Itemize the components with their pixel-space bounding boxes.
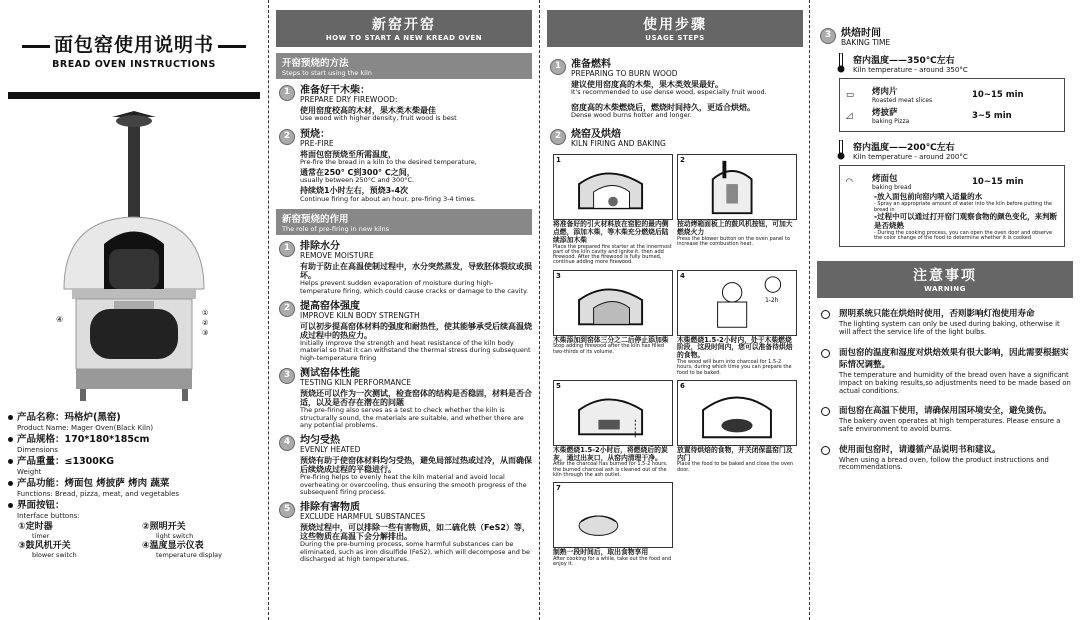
step-fuel: 1 准备燃料 PREPARING TO BURN WOOD 建议使用窑度高的木柴，果木类效果最好。 It's recommended to use dense wood, especially fruit wood. 窑度高的木柴燃烧后，燃烧时间持久，更适合烘焙。 Dense wood burns hotter and longer. bbox=[547, 59, 803, 119]
step-firing: 2 烧窑及烘焙 KILN FIRING AND BAKING bbox=[547, 129, 803, 148]
svg-text:③: ③ bbox=[202, 329, 209, 337]
spec-dimensions: 产品规格：170*180*185cm Dimensions bbox=[8, 435, 260, 454]
thermometer-icon bbox=[837, 140, 845, 160]
firing-grid bbox=[547, 154, 803, 567]
thermometer-icon bbox=[837, 53, 845, 73]
meat-icon: ▭ bbox=[846, 89, 855, 100]
new-kiln-header: 新窑开窑 HOW TO START A NEW KREAD OVEN bbox=[276, 10, 532, 47]
main-subtitle: BREAD OVEN INSTRUCTIONS bbox=[52, 59, 216, 70]
firing-cell: 1 将准备好的引火材料放在窑腔的最内侧点燃，添加木柴，等木柴充分燃烧后陆续添加木柴 Place the prepared fire starter at the innermost part of the kiln cavity and ignite it. then add firewood. After the firewood is fully burned, continue adding more firewood. bbox=[553, 156, 672, 266]
step-prepare-wood: 1 准备好干木柴： PREPARE DRY FIREWOOD: 使用窑度校高的木材，果木类木柴最佳 Use wood with higher density, fruit wood is best bbox=[276, 85, 532, 123]
bake-note: -放入面包前向窑内喷入适量的水 - Spray an appropriate amount of water into the kiln before putting the bread in -过程中可以通过打开窑门观察食物的颜色变化，来判断是否烧熟 - During the cooking process, you can open the oven door and observe the color change of the food to determine whether it is cooked bbox=[874, 192, 1058, 242]
ring-bullet-icon bbox=[821, 349, 830, 358]
bake-200-box bbox=[839, 165, 1065, 247]
button-blower: ③鼓风机开关 blower switch bbox=[18, 540, 77, 559]
spec-weight: 产品重量：≤1300KG Weight bbox=[8, 457, 260, 476]
firing-cell: 3 木柴添加到窑体三分之二后停止添加柴 Stop adding firewood after the kiln has filled two-thirds of its volume. bbox=[553, 270, 673, 376]
bake-pizza: ◿ 烤披萨 baking Pizza 3~5 min bbox=[846, 108, 1012, 126]
spec-name: 产品名称：玛格炉(黑窑) Product Name: Mager Oven(Black Kiln) bbox=[8, 413, 260, 432]
temp-350: 窑内温度——350℃左右 Kiln temperature - around 350°C bbox=[817, 53, 1073, 74]
warning-item: 照明系统只能在烘焙时使用，否则影响灯泡使用寿命 The lighting system can only be used during baking, otherwise it will affect the service life of the light bulbs. bbox=[817, 308, 1073, 336]
left-panel bbox=[0, 0, 268, 620]
firing-cell: 4 1-2h 木柴燃烧1.5-2小时内，处于木柴燃烧阶段，这段时间内，您可以准备待烘焙的食物。 The wood will burn into charcoal for 1.5-2 hours, during which time you can prepare the food to be baked. bbox=[677, 270, 797, 376]
bake-bread: ◠ 烤面包 baking bread 10~15 min bbox=[846, 174, 1024, 192]
button-light: ②照明开关 light switch bbox=[142, 521, 194, 540]
title-bar bbox=[8, 92, 260, 99]
bake-350-box bbox=[839, 78, 1065, 132]
specs-list bbox=[8, 413, 260, 559]
button-temp: ④温度显示仪表 temperature display bbox=[142, 540, 223, 559]
temp-200: 窑内温度——200℃左右 Kiln temperature - around 200°C bbox=[817, 140, 1073, 161]
warning-item: 面包窑的温度和湿度对烘焙效果有很大影响，因此需要根据实际情况调整。 The temperature and humidity of the bread oven have a significant impact on baking results,so adjustments need to be made based on actual conditions. bbox=[817, 347, 1073, 396]
svg-text:②: ② bbox=[202, 319, 209, 327]
svg-text:①: ① bbox=[202, 309, 209, 317]
spec-functions: 产品功能：烤面包 烤披萨 烤肉 蔬菜 Functions: Bread, pizza, meat, and vegetables bbox=[8, 479, 260, 498]
firing-cell: 2 按动烤箱面板上的鼓风机按钮，可加大燃烧火力 Press the blower button on the oven panel to increase the combustion heat. bbox=[677, 154, 797, 265]
button-timer: ①定时器 timer bbox=[18, 521, 53, 540]
firing-cell: 5 木柴燃烧1.5-2小时后，将燃烧后的炭灰，通过出灰口，从窑内清理干净。 After the charcoal has burned for 1.5-2 hours, the burned charcoal ash is cleaned out of the kiln through the ash outlet. bbox=[553, 380, 673, 478]
warning-item: 面包窑在高温下使用，请确保用国环境安全，避免烫伤。 The bakery oven operates at high temperatures. Please ensure a safe environment to avoid burns. bbox=[817, 405, 1073, 433]
step-prefire: 2 预烧： PRE-FIRE 将面包窑预烧至所需温度， Pre-fire the bread in a kiln to the desired temperature, 通常在250° C到300° C之间， usually between 250°C and 300°C. 持续烧1小时左右，预烧3-4次 Continue firing for about an hour, pre-firing 3-4 times. bbox=[276, 129, 532, 203]
usage-header: 使用步骤 USAGE STEPS bbox=[547, 10, 803, 47]
pizza-icon: ◿ bbox=[846, 110, 853, 121]
ring-bullet-icon bbox=[821, 446, 830, 455]
prefire-method-subhead: 开窑预烧的方法 Steps to start using the kiln bbox=[276, 53, 532, 79]
role-testing: 3 测试窑体性能 TESTING KILN PERFORMANCE 预烧还可以作为一次测试，检查窑体的结构是否稳固，材料是否合适，以及是否存在潜在的问题 The pre-firing also serves as a test to check whether the kiln is structurally sound, the materials are suitable, and whether there are any potential problems. bbox=[276, 368, 532, 429]
bake-meat: ▭ 烤肉片 Roasted meat slices 10~15 min bbox=[846, 87, 1024, 105]
ring-bullet-icon bbox=[821, 407, 830, 416]
interface-buttons bbox=[18, 523, 260, 559]
firing-cell: 6 放置待烘焙的食物，并关闭保温窑门及内门 Place the food to be baked and close the oven door. bbox=[677, 380, 797, 478]
oven-illustration bbox=[54, 109, 214, 409]
ring-bullet-icon bbox=[821, 310, 830, 319]
role-even-heat: 4 均匀受热 EVENLY HEATED 预烧有助于使窑体材料均匀受热，避免局部过热或过冷，从而确保后续烧成过程的平稳进行。 Pre-firing helps to evenly heat the kiln material and avoid local overheating or overcooling, thus ensuring the smooth progress of the subsequent firing process. bbox=[276, 435, 532, 496]
prefire-role-subhead: 新窑预烧的作用 The role of pre-firing in new kilns bbox=[276, 209, 532, 235]
role-strength: 2 提高窑体强度 IMPROVE KILN BODY STRENGTH 可以初步提高窑体材料的强度和耐热性，使其能够承受后续高温烧成过程中的热应力。 Initially improve the strength and heat resistance of the kiln body material so that it can withstand the thermal stress during subsequent high-temperature firing bbox=[276, 301, 532, 362]
step-baking-time: 3 烘焙时间 BAKING TIME bbox=[817, 28, 1073, 47]
warning-item: 使用面包窑时，请遵循产品说明书和建议。 When using a bread oven, follow the product instructions and recommendations. bbox=[817, 444, 1073, 472]
role-harmful: 5 排除有害物质 EXCLUDE HARMFUL SUBSTANCES 预烧过程中，可以排除一些有害物质，如二硫化铁（FeS2）等，这些物质在高温下会分解排出。 During the pre-burning process, some harmful substances can be eliminated, such as iron disulfide (FeS2), which will decompose and be discharged at high temperatures. bbox=[276, 502, 532, 563]
col4-panel bbox=[811, 0, 1079, 620]
bread-icon: ◠ bbox=[846, 176, 853, 187]
role-moisture: 1 排除水分 REMOVE MOISTURE 有助于防止在高温使制过程中，水分突然蒸发，导致胚体裂纹或损坏。 Helps prevent sudden evaporation of moisture during high-temperature firing, which could cause cracks or damage to the cavity. bbox=[276, 241, 532, 295]
svg-text:④: ④ bbox=[56, 315, 64, 324]
main-title: 面包窑使用说明书 bbox=[8, 30, 260, 57]
col2-panel bbox=[270, 0, 538, 620]
spec-interface: 界面按钮： Interface buttons: bbox=[8, 501, 260, 520]
firing-cell: 7 制熟一段时间后，取出食物享用 After cooking for a while, take out the food and enjoy it. bbox=[553, 484, 672, 568]
warning-header: 注意事项 WARNING bbox=[817, 261, 1073, 298]
svg-text:1-2h: 1-2h bbox=[765, 297, 779, 304]
col3-panel bbox=[541, 0, 809, 620]
